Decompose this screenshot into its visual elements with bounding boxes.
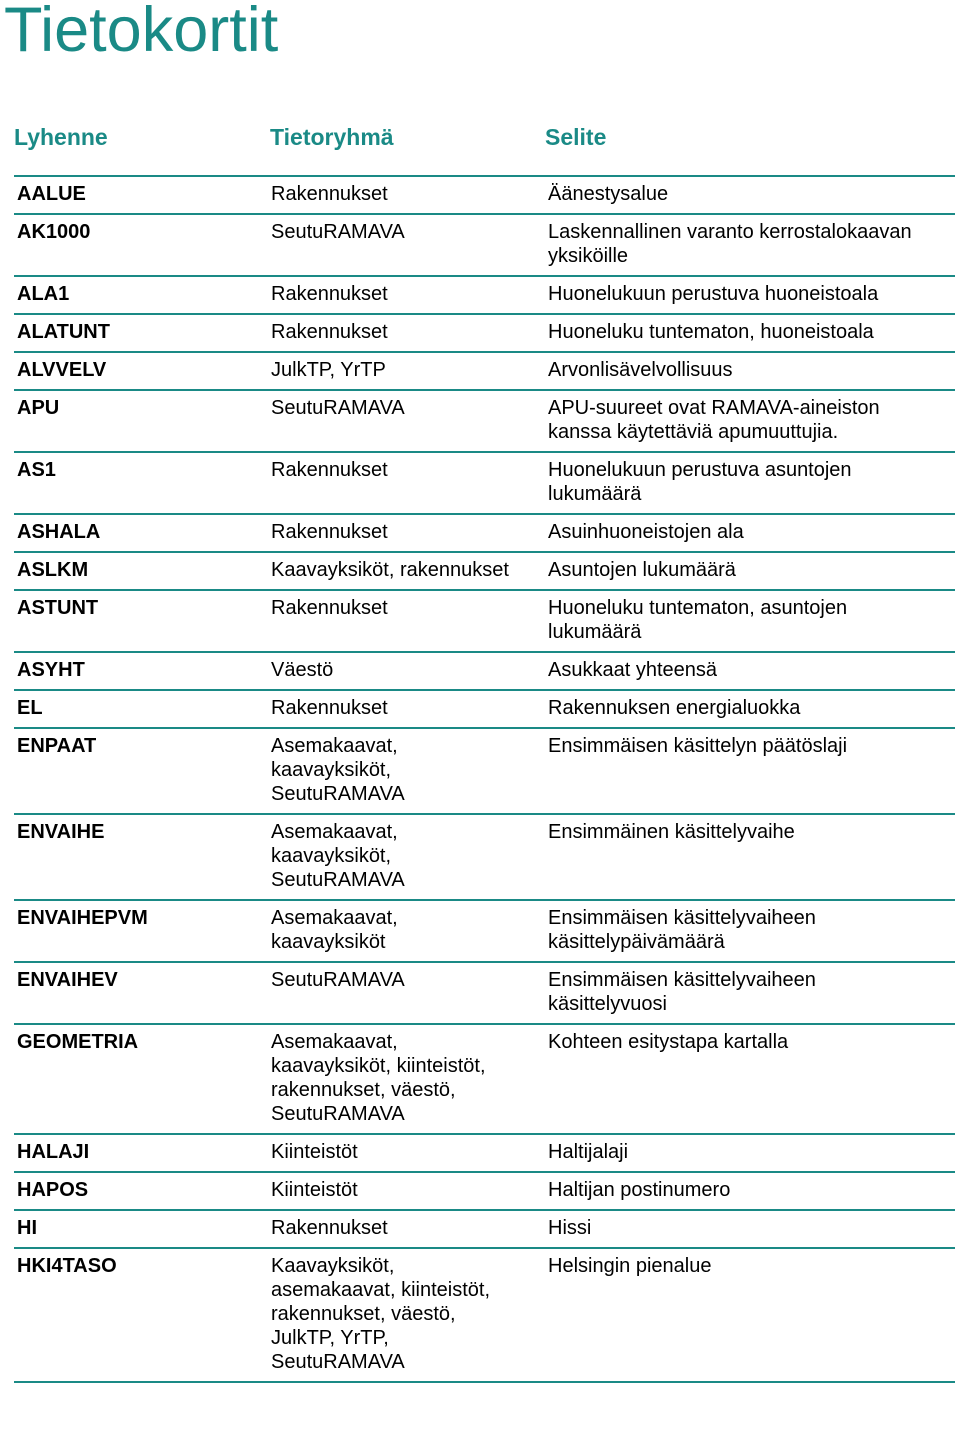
data-group-cell: Rakennukset — [271, 597, 388, 619]
description-cell: Ensimmäisen käsittelyvaiheen käsittelypäivämäärä — [548, 907, 816, 953]
abbreviation-cell: ASHALA — [17, 521, 101, 543]
data-group-cell: Rakennukset — [271, 521, 388, 543]
description-cell: Äänestysalue — [548, 183, 669, 205]
description-cell: Huoneluku tuntematon, huoneistoala — [548, 321, 874, 343]
description-cell: Asuinhuoneistojen ala — [548, 521, 744, 543]
description-cell: Huonelukuun perustuva asuntojen lukumäärä — [548, 459, 852, 505]
table-row — [14, 515, 955, 553]
data-group-cell: Rakennukset — [271, 1217, 388, 1239]
data-group-cell: Kiinteistöt — [271, 1179, 358, 1201]
description-cell: Hissi — [548, 1217, 592, 1239]
description-cell: Haltijan postinumero — [548, 1179, 731, 1201]
description-cell: Kohteen esitystapa kartalla — [548, 1031, 789, 1053]
data-group-cell: Kaavayksiköt, asemakaavat, kiinteistöt, rakennukset, väestö, JulkTP, YrTP, SeutuRAMAVA — [271, 1255, 490, 1373]
column-header-abbreviation: Lyhenne — [14, 124, 108, 150]
column-header-description: Selite — [545, 124, 607, 150]
table-row — [14, 1173, 955, 1211]
abbreviation-cell: ENVAIHE — [17, 821, 105, 843]
table-row — [14, 963, 955, 1025]
data-group-cell: Rakennukset — [271, 283, 388, 305]
data-group-cell: Asemakaavat, kaavayksiköt, kiinteistöt, rakennukset, väestö, SeutuRAMAVA — [271, 1031, 486, 1125]
data-group-cell: Asemakaavat, kaavayksiköt, SeutuRAMAVA — [271, 735, 405, 805]
table-row — [14, 553, 955, 591]
abbreviation-cell: AK1000 — [17, 221, 91, 243]
description-cell: Rakennuksen energialuokka — [548, 697, 801, 719]
table-row — [14, 815, 955, 901]
table-row — [14, 901, 955, 963]
abbreviation-cell: AALUE — [17, 183, 86, 205]
data-group-cell: Rakennukset — [271, 321, 388, 343]
table-row — [14, 391, 955, 453]
description-cell: Ensimmäisen käsittelyvaiheen käsittelyvuosi — [548, 969, 816, 1015]
abbreviation-cell: ALVVELV — [17, 359, 107, 381]
abbreviation-cell: EL — [17, 697, 43, 719]
description-cell: Ensimmäisen käsittelyn päätöslaji — [548, 735, 848, 757]
abbreviation-cell: ASLKM — [17, 559, 89, 581]
table-row — [14, 315, 955, 353]
data-group-cell: Väestö — [271, 659, 334, 681]
table-row — [14, 729, 955, 815]
data-group-cell: Kaavayksiköt, rakennukset — [271, 559, 509, 581]
description-cell: Ensimmäinen käsittelyvaihe — [548, 821, 795, 843]
data-group-cell: SeutuRAMAVA — [271, 969, 405, 991]
abbreviation-cell: APU — [17, 397, 60, 419]
abbreviation-cell: HI — [17, 1217, 37, 1239]
description-cell: Arvonlisävelvollisuus — [548, 359, 733, 381]
description-cell: Asukkaat yhteensä — [548, 659, 717, 681]
table-row — [14, 691, 955, 729]
abbreviation-cell: ALATUNT — [17, 321, 110, 343]
data-group-cell: Asemakaavat, kaavayksiköt — [271, 907, 398, 953]
abbreviation-cell: ASTUNT — [17, 597, 99, 619]
description-cell: Huoneluku tuntematon, asuntojen lukumäärä — [548, 597, 848, 643]
data-group-cell: Rakennukset — [271, 697, 388, 719]
abbreviation-cell: GEOMETRIA — [17, 1031, 139, 1053]
description-cell: Haltijalaji — [548, 1141, 629, 1163]
table-row — [14, 277, 955, 315]
table-row — [14, 653, 955, 691]
table-row — [14, 215, 955, 277]
table-row — [14, 1135, 955, 1173]
data-group-cell: Asemakaavat, kaavayksiköt, SeutuRAMAVA — [271, 821, 405, 891]
data-group-cell: JulkTP, YrTP — [271, 359, 386, 381]
table-row — [14, 1249, 955, 1383]
abbreviation-cell: ENVAIHEPVM — [17, 907, 148, 929]
description-cell: Asuntojen lukumäärä — [548, 559, 736, 581]
abbreviation-cell: ENPAAT — [17, 735, 97, 757]
page-title: Tietokortit — [4, 0, 279, 65]
table-header — [14, 124, 954, 156]
abbreviation-cell: AS1 — [17, 459, 56, 481]
abbreviation-cell: ALA1 — [17, 283, 70, 305]
data-group-cell: Rakennukset — [271, 183, 388, 205]
table-row — [14, 453, 955, 515]
table-row — [14, 591, 955, 653]
data-group-cell: SeutuRAMAVA — [271, 221, 405, 243]
table-row — [14, 1025, 955, 1135]
abbreviation-cell: ASYHT — [17, 659, 85, 681]
table-row — [14, 177, 955, 215]
abbreviation-cell: HKI4TASO — [17, 1255, 117, 1277]
description-cell: Huonelukuun perustuva huoneistoala — [548, 283, 879, 305]
data-group-cell: Kiinteistöt — [271, 1141, 358, 1163]
description-cell: APU-suureet ovat RAMAVA-aineiston kanssa käytettäviä apumuuttujia. — [548, 397, 880, 443]
data-group-cell: Rakennukset — [271, 459, 388, 481]
table-row — [14, 1211, 955, 1249]
data-card-table — [14, 175, 955, 1383]
column-header-data-group: Tietoryhmä — [270, 124, 394, 150]
data-group-cell: SeutuRAMAVA — [271, 397, 405, 419]
abbreviation-cell: ENVAIHEV — [17, 969, 118, 991]
abbreviation-cell: HAPOS — [17, 1179, 89, 1201]
description-cell: Helsingin pienalue — [548, 1255, 712, 1277]
description-cell: Laskennallinen varanto kerrostalokaavan yksiköille — [548, 221, 912, 267]
abbreviation-cell: HALAJI — [17, 1141, 90, 1163]
table-row — [14, 353, 955, 391]
